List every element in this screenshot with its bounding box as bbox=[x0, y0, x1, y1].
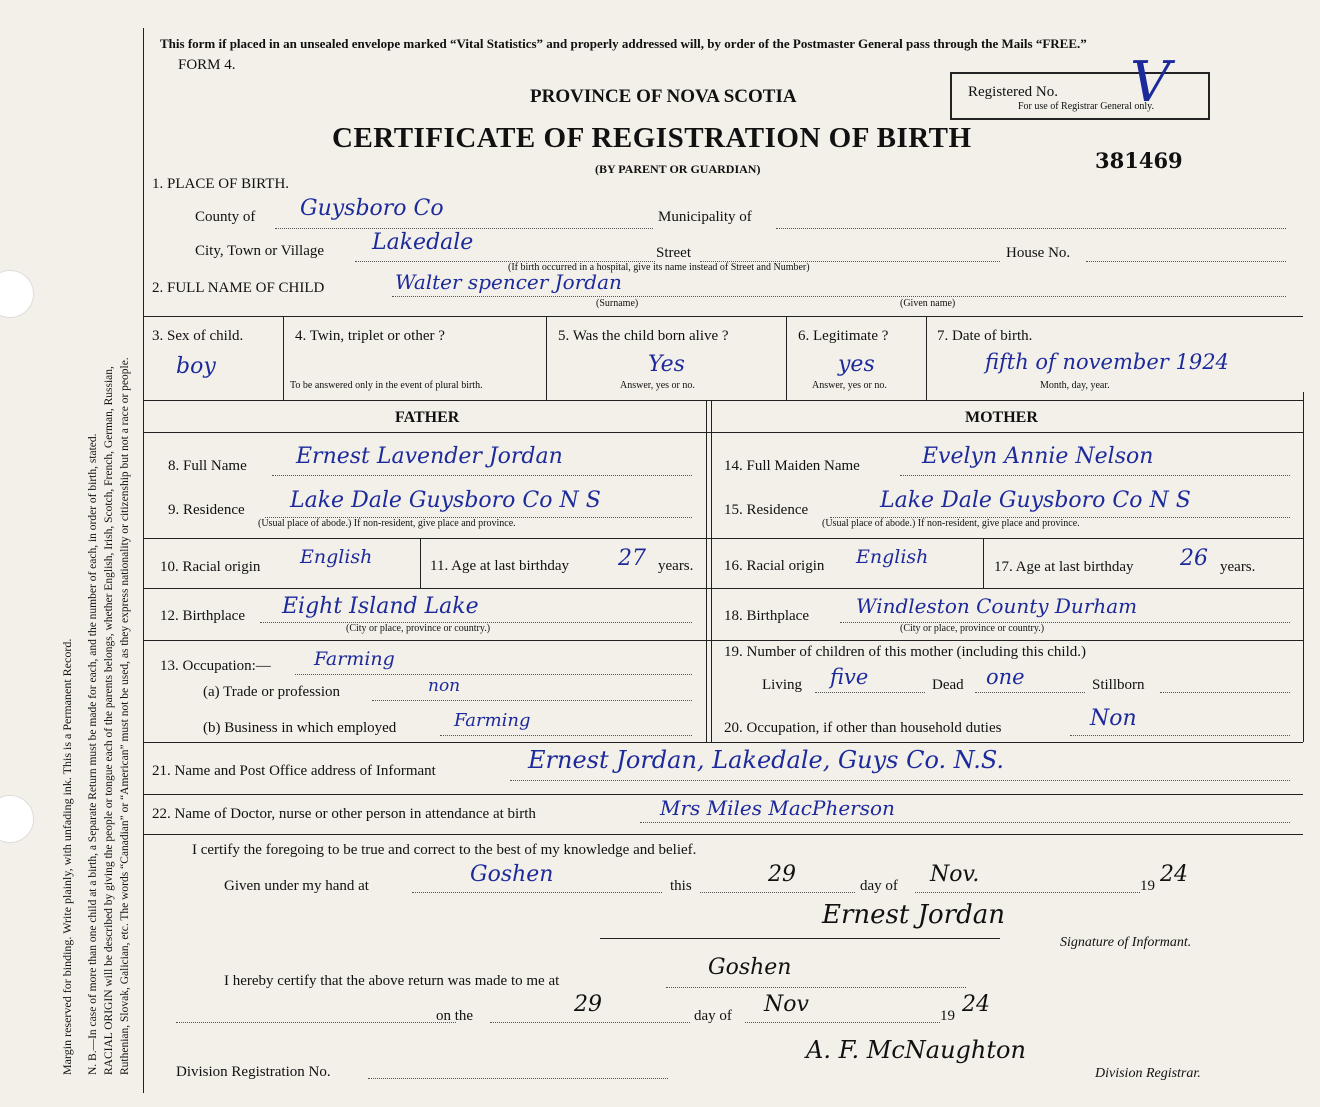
mother-occupation-value: Non bbox=[1090, 706, 1137, 731]
father-trade-value: non bbox=[428, 676, 461, 696]
mother-dead-line bbox=[975, 692, 1085, 693]
parents-divider-1 bbox=[706, 400, 707, 742]
place-of-birth-label: 1. PLACE OF BIRTH. bbox=[152, 176, 290, 192]
form-number: FORM 4. bbox=[178, 57, 236, 73]
father-race-value: English bbox=[300, 546, 373, 568]
born-alive-label: 5. Was the child born alive ? bbox=[558, 328, 729, 344]
mother-residence-label: 15. Residence bbox=[724, 502, 809, 518]
date-of-birth-label: 7. Date of birth. bbox=[937, 328, 1033, 344]
legitimate-value: yes bbox=[838, 352, 875, 377]
registration-day-line bbox=[490, 1022, 690, 1023]
mother-race-value: English bbox=[856, 546, 929, 568]
surname-note: (Surname) bbox=[596, 298, 639, 309]
given-place-line bbox=[412, 892, 662, 893]
born-alive-value: Yes bbox=[648, 352, 685, 377]
certificate-number: 381469 bbox=[1095, 148, 1183, 173]
given-day-value: 29 bbox=[768, 862, 796, 887]
child-name-line bbox=[392, 296, 1286, 297]
street-label: Street bbox=[656, 245, 691, 261]
county-label: County of bbox=[195, 209, 256, 225]
father-trade-label: (a) Trade or profession bbox=[203, 684, 341, 700]
municipality-label: Municipality of bbox=[658, 209, 752, 225]
form-left-border bbox=[143, 28, 144, 1093]
row-bottom-rule bbox=[143, 400, 1303, 401]
mother-residence-note: (Usual place of abode.) If non-resident, give place and province. bbox=[822, 518, 1080, 529]
binding-hole-bottom bbox=[0, 795, 34, 843]
municipality-line bbox=[776, 228, 1286, 229]
given-month-line bbox=[915, 892, 1140, 893]
mother-name-value: Evelyn Annie Nelson bbox=[922, 444, 1154, 469]
father-years-label: years. bbox=[658, 558, 694, 574]
registrar-use-note: For use of Registrar General only. bbox=[1018, 101, 1154, 112]
city-label: City, Town or Village bbox=[195, 243, 325, 259]
father-residence-label: 9. Residence bbox=[168, 502, 245, 518]
father-occupation-label: 13. Occupation:— bbox=[160, 658, 271, 674]
date-of-birth-note: Month, day, year. bbox=[1040, 380, 1110, 391]
father-business-value: Farming bbox=[454, 710, 531, 731]
mother-race-sep bbox=[983, 538, 984, 588]
mother-race-label: 16. Racial origin bbox=[724, 558, 825, 574]
county-value: Guysboro Co bbox=[300, 196, 444, 221]
day-of-label: day of bbox=[860, 878, 898, 894]
parents-divider-2 bbox=[711, 400, 712, 742]
father-birthplace-note: (City or place, province or country.) bbox=[346, 623, 491, 634]
heading-rule bbox=[143, 432, 1303, 433]
informant-value: Ernest Jordan, Lakedale, Guys Co. N.S. bbox=[528, 746, 1005, 774]
mother-dead-label: Dead bbox=[932, 677, 964, 693]
registered-no-box bbox=[950, 72, 1210, 120]
county-line bbox=[275, 228, 653, 229]
division-registrar-label: Division Registrar. bbox=[1095, 1066, 1201, 1081]
father-race-sep bbox=[420, 538, 421, 588]
division-registration-no-line bbox=[368, 1078, 668, 1079]
child-name-label: 2. FULL NAME OF CHILD bbox=[152, 280, 325, 296]
father-business-label: (b) Business in which employed bbox=[203, 720, 397, 736]
mother-years-label: years. bbox=[1220, 559, 1256, 575]
father-residence-note: (Usual place of abode.) If non-resident, give place and province. bbox=[258, 518, 516, 529]
given-under-label: Given under my hand at bbox=[224, 878, 369, 894]
registration-day-of-label: day of bbox=[694, 1008, 732, 1024]
mother-heading: MOTHER bbox=[965, 409, 1038, 426]
father-birthplace-value: Eight Island Lake bbox=[282, 594, 479, 619]
mother-age-value: 26 bbox=[1180, 546, 1208, 571]
given-name-note: (Given name) bbox=[900, 298, 956, 309]
registration-blank-line bbox=[176, 1022, 456, 1023]
mother-name-label: 14. Full Maiden Name bbox=[724, 458, 860, 474]
form-right-border bbox=[1303, 392, 1304, 742]
given-month-value: Nov. bbox=[930, 862, 980, 887]
mother-occupation-label: 20. Occupation, if other than household duties bbox=[724, 720, 1002, 736]
col-sep-4 bbox=[926, 316, 927, 400]
date-of-birth-value: fifth of november 1924 bbox=[985, 350, 1229, 374]
col-sep-2 bbox=[546, 316, 547, 400]
hospital-note: (If birth occurred in a hospital, give its name instead of Street and Number) bbox=[508, 262, 810, 273]
doctor-value: Mrs Miles MacPherson bbox=[660, 796, 895, 820]
father-race-label: 10. Racial origin bbox=[160, 559, 261, 575]
side-note-1: Margin reserved for binding. Write plainly, with unfading ink. This is a Permanent Record. bbox=[60, 638, 74, 1075]
city-value: Lakedale bbox=[372, 230, 474, 255]
given-year-value: 24 bbox=[1160, 862, 1188, 887]
father-heading: FATHER bbox=[395, 409, 460, 426]
sex-label: 3. Sex of child. bbox=[152, 328, 244, 344]
father-birthplace-label: 12. Birthplace bbox=[160, 608, 245, 624]
col-sep-1 bbox=[283, 316, 284, 400]
informant-rule bbox=[143, 794, 1303, 795]
mother-living-value: five bbox=[830, 665, 869, 689]
given-place-value: Goshen bbox=[470, 862, 554, 887]
given-day-line bbox=[700, 892, 855, 893]
birthplace-rule bbox=[143, 640, 1303, 641]
row-top-rule bbox=[143, 316, 1303, 317]
signature-rule bbox=[600, 938, 1000, 939]
registration-place-value: Goshen bbox=[708, 955, 792, 980]
father-trade-line bbox=[372, 700, 692, 701]
check-mark: V bbox=[1130, 50, 1171, 115]
province-title: PROVINCE OF NOVA SCOTIA bbox=[530, 86, 797, 107]
hereby-certify-label: I hereby certify that the above return was made to me at bbox=[224, 973, 560, 989]
page-title: CERTIFICATE OF REGISTRATION OF BIRTH bbox=[332, 122, 972, 154]
mother-dead-value: one bbox=[986, 665, 1025, 689]
registration-place-line bbox=[666, 987, 966, 988]
mother-living-label: Living bbox=[762, 677, 802, 693]
registration-day-value: 29 bbox=[574, 992, 602, 1017]
registration-year-value: 24 bbox=[962, 992, 990, 1017]
father-occupation-value: Farming bbox=[314, 648, 395, 670]
side-note-4: Ruthenian, Slovak, Galician, etc. The words “Canadian” or “American” must not be used, as they express nationality or citizenship but not a race or people. bbox=[119, 357, 131, 1075]
legitimate-note: Answer, yes or no. bbox=[812, 380, 887, 391]
informant-label: 21. Name and Post Office address of Informant bbox=[152, 763, 436, 779]
mother-birthplace-label: 18. Birthplace bbox=[724, 608, 809, 624]
mother-children-label: 19. Number of children of this mother (including this child.) bbox=[724, 644, 1087, 660]
mail-notice: This form if placed in an unsealed envelope marked “Vital Statistics” and properly addressed will, by order of the Postmaster General pass through the Mails “FREE.” bbox=[160, 36, 1087, 51]
father-business-line bbox=[440, 735, 692, 736]
signature-of-informant-label: Signature of Informant. bbox=[1060, 935, 1192, 950]
this-label: this bbox=[670, 878, 692, 894]
occupation-rule bbox=[143, 742, 1303, 743]
side-note-3: RACIAL ORIGIN will be described by giving the people or tongue each of the parents belongs, whether English, Irish, Scotch, French, German, Russian, bbox=[103, 366, 115, 1075]
born-alive-note: Answer, yes or no. bbox=[620, 380, 695, 391]
registrar-signature: A. F. McNaughton bbox=[806, 1036, 1026, 1064]
doctor-rule bbox=[143, 834, 1303, 835]
twin-label: 4. Twin, triplet or other ? bbox=[295, 328, 445, 344]
child-name-value: Walter spencer Jordan bbox=[395, 270, 622, 294]
father-name-value: Ernest Lavender Jordan bbox=[296, 444, 563, 469]
mother-name-line bbox=[900, 475, 1290, 476]
col-sep-3 bbox=[786, 316, 787, 400]
on-the-label: on the bbox=[436, 1008, 474, 1024]
twin-note: To be answered only in the event of plural birth. bbox=[290, 380, 483, 391]
mother-stillborn-line bbox=[1160, 692, 1290, 693]
father-name-label: 8. Full Name bbox=[168, 458, 247, 474]
sex-value: boy bbox=[176, 354, 216, 379]
informant-signature: Ernest Jordan bbox=[822, 900, 1005, 930]
house-no-line bbox=[1086, 261, 1286, 262]
father-name-line bbox=[272, 475, 692, 476]
doctor-label: 22. Name of Doctor, nurse or other person in attendance at birth bbox=[152, 806, 536, 822]
mother-birthplace-value: Windleston County Durham bbox=[856, 594, 1138, 618]
division-registration-no-label: Division Registration No. bbox=[176, 1064, 331, 1080]
mother-birthplace-note: (City or place, province or country.) bbox=[900, 623, 1045, 634]
certify-statement: I certify the foregoing to be true and correct to the best of my knowledge and belief. bbox=[192, 842, 697, 858]
legitimate-label: 6. Legitimate ? bbox=[798, 328, 889, 344]
binding-hole-top bbox=[0, 270, 34, 318]
mother-age-label: 17. Age at last birthday bbox=[994, 559, 1134, 575]
informant-line bbox=[510, 780, 1290, 781]
page-subtitle: (BY PARENT OR GUARDIAN) bbox=[595, 162, 761, 176]
given-year-prefix: 19 bbox=[1140, 878, 1155, 894]
mother-residence-value: Lake Dale Guysboro Co N S bbox=[880, 488, 1191, 513]
race-rule bbox=[143, 588, 1303, 589]
mother-living-line bbox=[815, 692, 925, 693]
side-note-2: N. B.—In case of more than one child at a birth, a Separate Return must be made for each, and the number of each, in order of birth, stated. bbox=[87, 433, 99, 1075]
father-age-label: 11. Age at last birthday bbox=[430, 558, 569, 574]
residence-rule bbox=[143, 538, 1303, 539]
father-residence-value: Lake Dale Guysboro Co N S bbox=[290, 488, 601, 513]
mother-stillborn-label: Stillborn bbox=[1092, 677, 1145, 693]
father-age-value: 27 bbox=[618, 546, 646, 571]
registration-month-line bbox=[745, 1022, 940, 1023]
registered-no-label: Registered No. bbox=[968, 84, 1058, 100]
doctor-line bbox=[640, 822, 1290, 823]
house-no-label: House No. bbox=[1006, 245, 1071, 261]
registration-year-prefix: 19 bbox=[940, 1008, 955, 1024]
father-occupation-line bbox=[295, 674, 692, 675]
registration-month-value: Nov bbox=[764, 992, 809, 1017]
mother-occupation-line bbox=[1070, 735, 1290, 736]
